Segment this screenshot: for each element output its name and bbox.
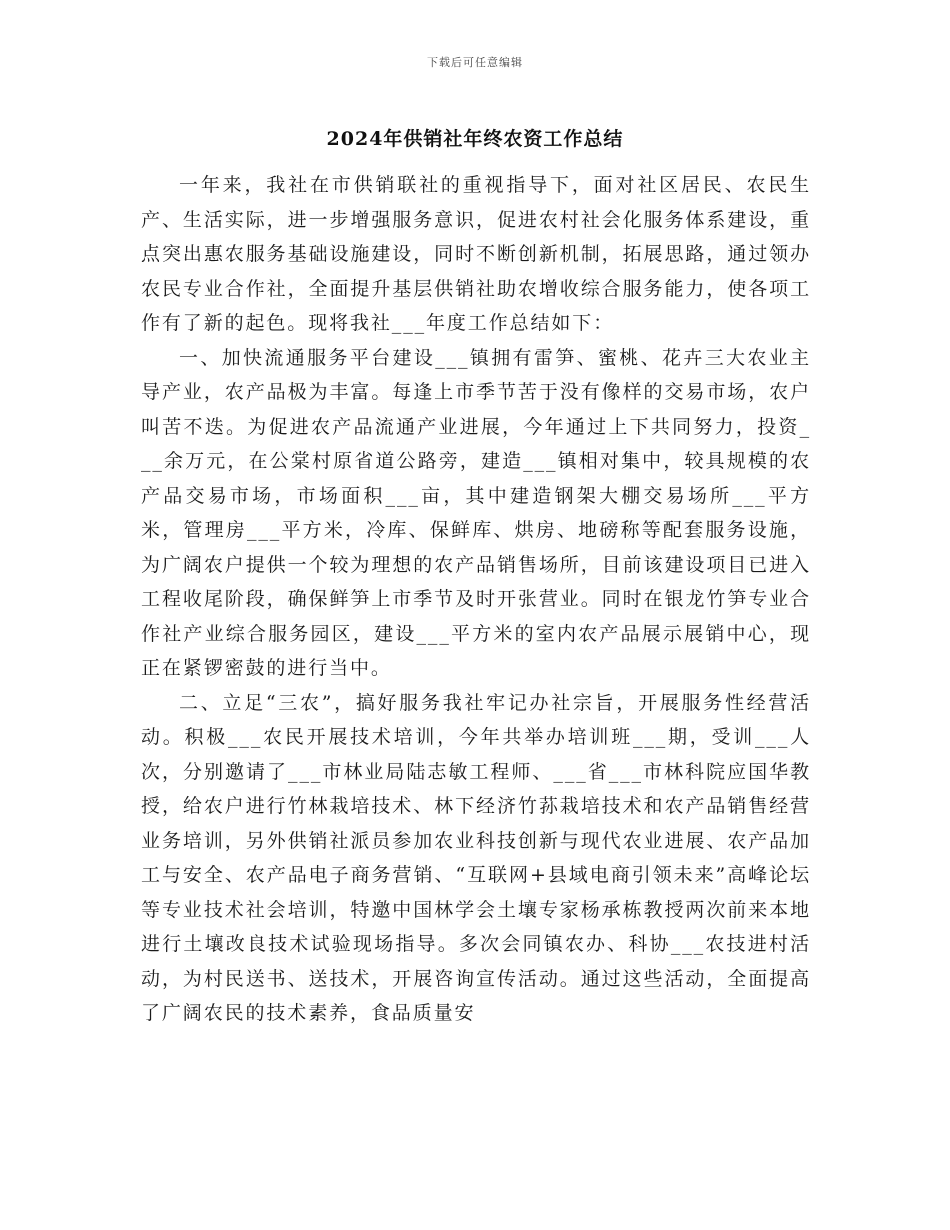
document-title: 2024年供销社年终农资工作总结 <box>326 128 624 150</box>
paragraph-section-2: 二、立足“三农”，搞好服务我社牢记办社宗旨，开展服务性经营活动。积极___农民开展技术培训，今年共举办培训班___期，受训___人次，分别邀请了___市林业局陆志敏工程师、___省___市林科院应国华教授，给农户进行竹林栽培技术、林下经济竹荪栽培技术和农产品销售经营业务培训，另外供销社派员参加农业科技创新与现代农业进展、农产品加工与安全、农产品电子商务营销、“互联网+县域电商引领未来”高峰论坛等专业技术社会培训，特邀中国林学会土壤专家杨承栋教授两次前来本地进行土壤改良技术试验现场指导。多次会同镇农办、科协___农技进村活动，为村民送书、送技术，开展咨询宣传活动。通过这些活动，全面提高了广阔农民的技术素养，食品质量安 <box>141 691 811 1024</box>
header-note: 下载后可任意编辑 <box>427 56 523 69</box>
paragraph-intro: 一年来，我社在市供销联社的重视指导下，面对社区居民、农民生产、生活实际，进一步增强服务意识，促进农村社会化服务体系建设，重点突出惠农服务基础设施建设，同时不断创新机制，拓展思路，通过领办农民专业合作社，全面提升基层供销社助农增收综合服务能力，使各项工作有了新的起色。现将我社___年度工作总结如下： <box>141 174 811 334</box>
paragraph-section-1: 一、加快流通服务平台建设___镇拥有雷笋、蜜桃、花卉三大农业主导产业，农产品极为丰富。每逢上市季节苦于没有像样的交易市场，农户叫苦不迭。为促进农产品流通产业进展，今年通过上下共同努力，投资___余万元，在公棠村原省道公路旁，建造___镇相对集中，较具规模的农产品交易市场，市场面积___亩，其中建造钢架大棚交易场所___平方米，管理房___平方米，冷库、保鲜库、烘房、地磅称等配套服务设施，为广阔农户提供一个较为理想的农产品销售场所，目前该建设项目已进入工程收尾阶段，确保鲜笋上市季节及时开张营业。同时在银龙竹笋专业合作社产业综合服务园区，建设___平方米的室内农产品展示展销中心，现正在紧锣密鼓的进行当中。 <box>141 346 811 679</box>
document-body <box>141 168 811 1031</box>
